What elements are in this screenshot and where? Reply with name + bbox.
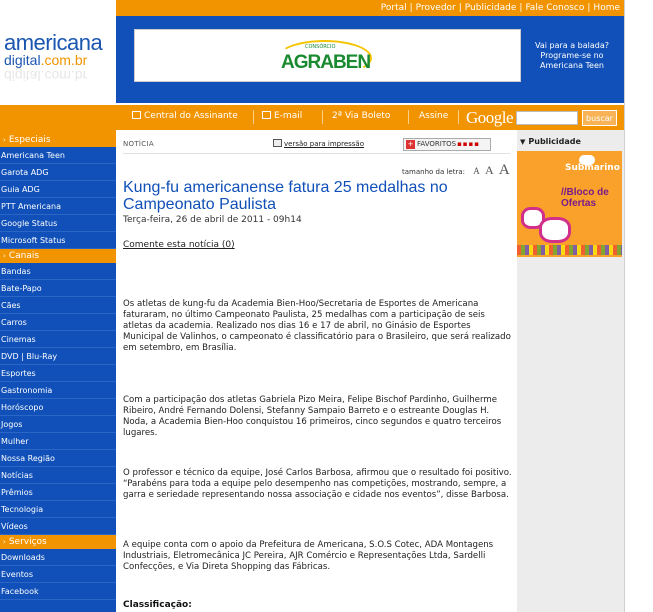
top-nav-home[interactable]: Home <box>593 3 620 13</box>
article-date: Terça-feira, 26 de abril de 2011 - 09h14 <box>123 215 302 225</box>
header-banner <box>116 16 624 103</box>
sidebar-item-microsoft-status[interactable]: Microsoft Status <box>0 232 116 249</box>
sidebar-item-guia-adg[interactable]: Guia ADG <box>0 181 116 198</box>
grid-icon <box>132 111 141 119</box>
sidebar-item-ptt-americana[interactable]: PTT Americana <box>0 198 116 215</box>
article-paragraph: Com a participação dos atletas Gabriela Pizo Meira, Felipe Bischof Pardinho, Guilherme Ribeiro, André Fernando Dolensi, Stefanny Sampaio Barreto e o estreante Douglas H. Noda, a Academia Bien-Hoo conquistou 16 primeiros, cinco segundos e quatro terceiros lugares. <box>123 395 502 438</box>
print-icon[interactable] <box>273 139 282 147</box>
font-size-small-button[interactable]: A <box>473 166 480 176</box>
search-button[interactable]: buscar <box>582 110 617 126</box>
sidebar-item-mulher[interactable]: Mulher <box>0 433 116 450</box>
assine-link[interactable]: Assine <box>419 111 449 121</box>
top-nav: Portal | Provedor | Publicidade | Fale Conosco | Home <box>116 0 624 16</box>
sidebar <box>0 103 116 612</box>
right-column <box>517 130 624 612</box>
top-nav-portal[interactable]: Portal <box>380 3 407 13</box>
search-input[interactable] <box>516 111 578 125</box>
article-toolbar <box>123 138 510 154</box>
top-nav-publicidade[interactable]: Publicidade <box>464 3 517 13</box>
promo-title: //Bloco de Ofertas <box>561 187 609 209</box>
sidebar-item-tecnologia[interactable]: Tecnologia <box>0 501 116 518</box>
logo-text-main: americana <box>4 30 103 55</box>
google-logo: Google <box>466 108 514 127</box>
logo-text-domain: digital.com.br <box>4 52 88 68</box>
sidebar-item-eventos[interactable]: Eventos <box>0 566 116 583</box>
article-headline: Kung-fu americanense fatura 25 medalhas no Campeonato Paulista <box>123 179 448 213</box>
arrow-right-icon: › <box>3 136 6 144</box>
print-link[interactable]: versão para impressão <box>284 140 365 148</box>
article-paragraph: Os atletas de kung-fu da Academia Bien-Hoo/Secretaria de Esportes de Americana faturaram, no último Campeonato Paulista, 25 medalhas com a participação de seis atletas da academia. Realizado nos dias 16 e 17 de abril, no Ginásio de Esportes Municipal de Valinhos, o campeonato é classificatório para o Brasileiro, que será realizado em setembro, em Brasília. <box>123 299 511 353</box>
toolbar-divider <box>458 110 459 124</box>
sidebar-item-premios[interactable]: Prêmios <box>0 484 116 501</box>
section-label: NOTÍCIA <box>123 140 154 148</box>
triangle-down-icon: ▼ <box>520 138 526 146</box>
sidebar-item-cinemas[interactable]: Cinemas <box>0 331 116 348</box>
sidebar-item-esportes[interactable]: Esportes <box>0 365 116 382</box>
central-assinante-link[interactable]: Central do Assinante <box>132 111 238 121</box>
confetti-decoration <box>517 245 622 255</box>
sidebar-item-bandas[interactable]: Bandas <box>0 263 116 280</box>
sidebar-item-horoscopo[interactable]: Horóscopo <box>0 399 116 416</box>
top-nav-provedor[interactable]: Provedor <box>415 3 456 13</box>
font-size-large-button[interactable]: A <box>498 162 510 178</box>
favorites-button[interactable]: + FAVORITOS▪▪▪▪ <box>403 138 491 151</box>
logo-reflection: digital.com.br <box>4 68 88 84</box>
top-nav-fale-conosco[interactable]: Fale Conosco <box>525 3 585 13</box>
classification-label: Classificação: <box>123 600 192 610</box>
sidebar-item-garota-adg[interactable]: Garota ADG <box>0 164 116 181</box>
sidebar-item-gastronomia[interactable]: Gastronomia <box>0 382 116 399</box>
plus-icon: + <box>407 140 414 148</box>
promo-brand: Submarino <box>565 163 620 173</box>
article-paragraph: A equipe conta com o apoio da Prefeitura de Americana, S.O.S Cotec, ADA Montagens Industriais, Eletromecânica JC Pereira, AJR Comércio e Representações Ltda, Sardelli Confecções, e Via Direta Shopping das Fábricas. <box>123 540 494 572</box>
article-paragraph: O professor e técnico da equipe, José Carlos Barbosa, afirmou que o resultado foi positivo. “Parabéns para toda a equipe pelo desempenho nas competições, mostrando, sempre, a garra e seriedade representando nossa associação e cidade nos eventos”, disse Barbosa. <box>123 468 512 500</box>
sidebar-item-jogos[interactable]: Jogos <box>0 416 116 433</box>
banner-ad[interactable] <box>134 29 521 82</box>
sidebar-item-americana-teen[interactable]: Americana Teen <box>0 147 116 164</box>
font-size-medium-button[interactable]: A <box>484 163 494 177</box>
article-main <box>116 130 517 612</box>
arrow-right-icon: › <box>3 252 6 260</box>
site-logo[interactable] <box>0 0 116 103</box>
window-edge <box>624 0 653 612</box>
email-link[interactable]: E-mail <box>262 111 302 121</box>
sidebar-item-noticias[interactable]: Notícias <box>0 467 116 484</box>
toolbar-divider <box>408 110 409 124</box>
sidebar-item-downloads[interactable]: Downloads <box>0 549 116 566</box>
sidebar-item-bate-papo[interactable]: Bate-Papo <box>0 280 116 297</box>
font-size-control <box>402 162 510 179</box>
sidebar-top-strip <box>0 103 116 133</box>
drum-icon <box>539 217 571 243</box>
sidebar-section-canais: › Canais <box>0 249 116 263</box>
sidebar-section-servicos: › Serviços <box>0 535 116 549</box>
agraben-logo: CONSÓRCIO AGRABEN <box>275 38 375 76</box>
sidebar-item-videos[interactable]: Vídeos <box>0 518 116 535</box>
font-size-label: tamanho da letra: <box>402 168 466 176</box>
sidebar-item-carros[interactable]: Carros <box>0 314 116 331</box>
sidebar-item-dvd-bluray[interactable]: DVD | Blu-Ray <box>0 348 116 365</box>
sidebar-item-caes[interactable]: Cães <box>0 297 116 314</box>
publicidade-header: ▼ Publicidade <box>520 137 581 146</box>
share-icons: ▪▪▪▪ <box>457 140 481 148</box>
toolbar <box>116 103 624 130</box>
sidebar-item-google-status[interactable]: Google Status <box>0 215 116 232</box>
sidebar-section-especiais: › Especiais <box>0 133 116 147</box>
comment-link[interactable]: Comente esta notícia (0) <box>123 240 235 250</box>
toolbar-divider <box>322 110 323 124</box>
arrow-right-icon: › <box>3 538 6 546</box>
toolbar-divider <box>253 110 254 124</box>
boleto-link[interactable]: 2ª Via Boleto <box>332 111 391 121</box>
sidebar-item-facebook[interactable]: Facebook <box>0 583 116 600</box>
sidebar-item-nossa-regiao[interactable]: Nossa Região <box>0 450 116 467</box>
submarino-ad[interactable] <box>517 151 622 257</box>
envelope-icon <box>262 111 271 119</box>
banner-promo-link[interactable]: Vai para a balada? Programe-se no Americana Teen <box>534 41 609 70</box>
